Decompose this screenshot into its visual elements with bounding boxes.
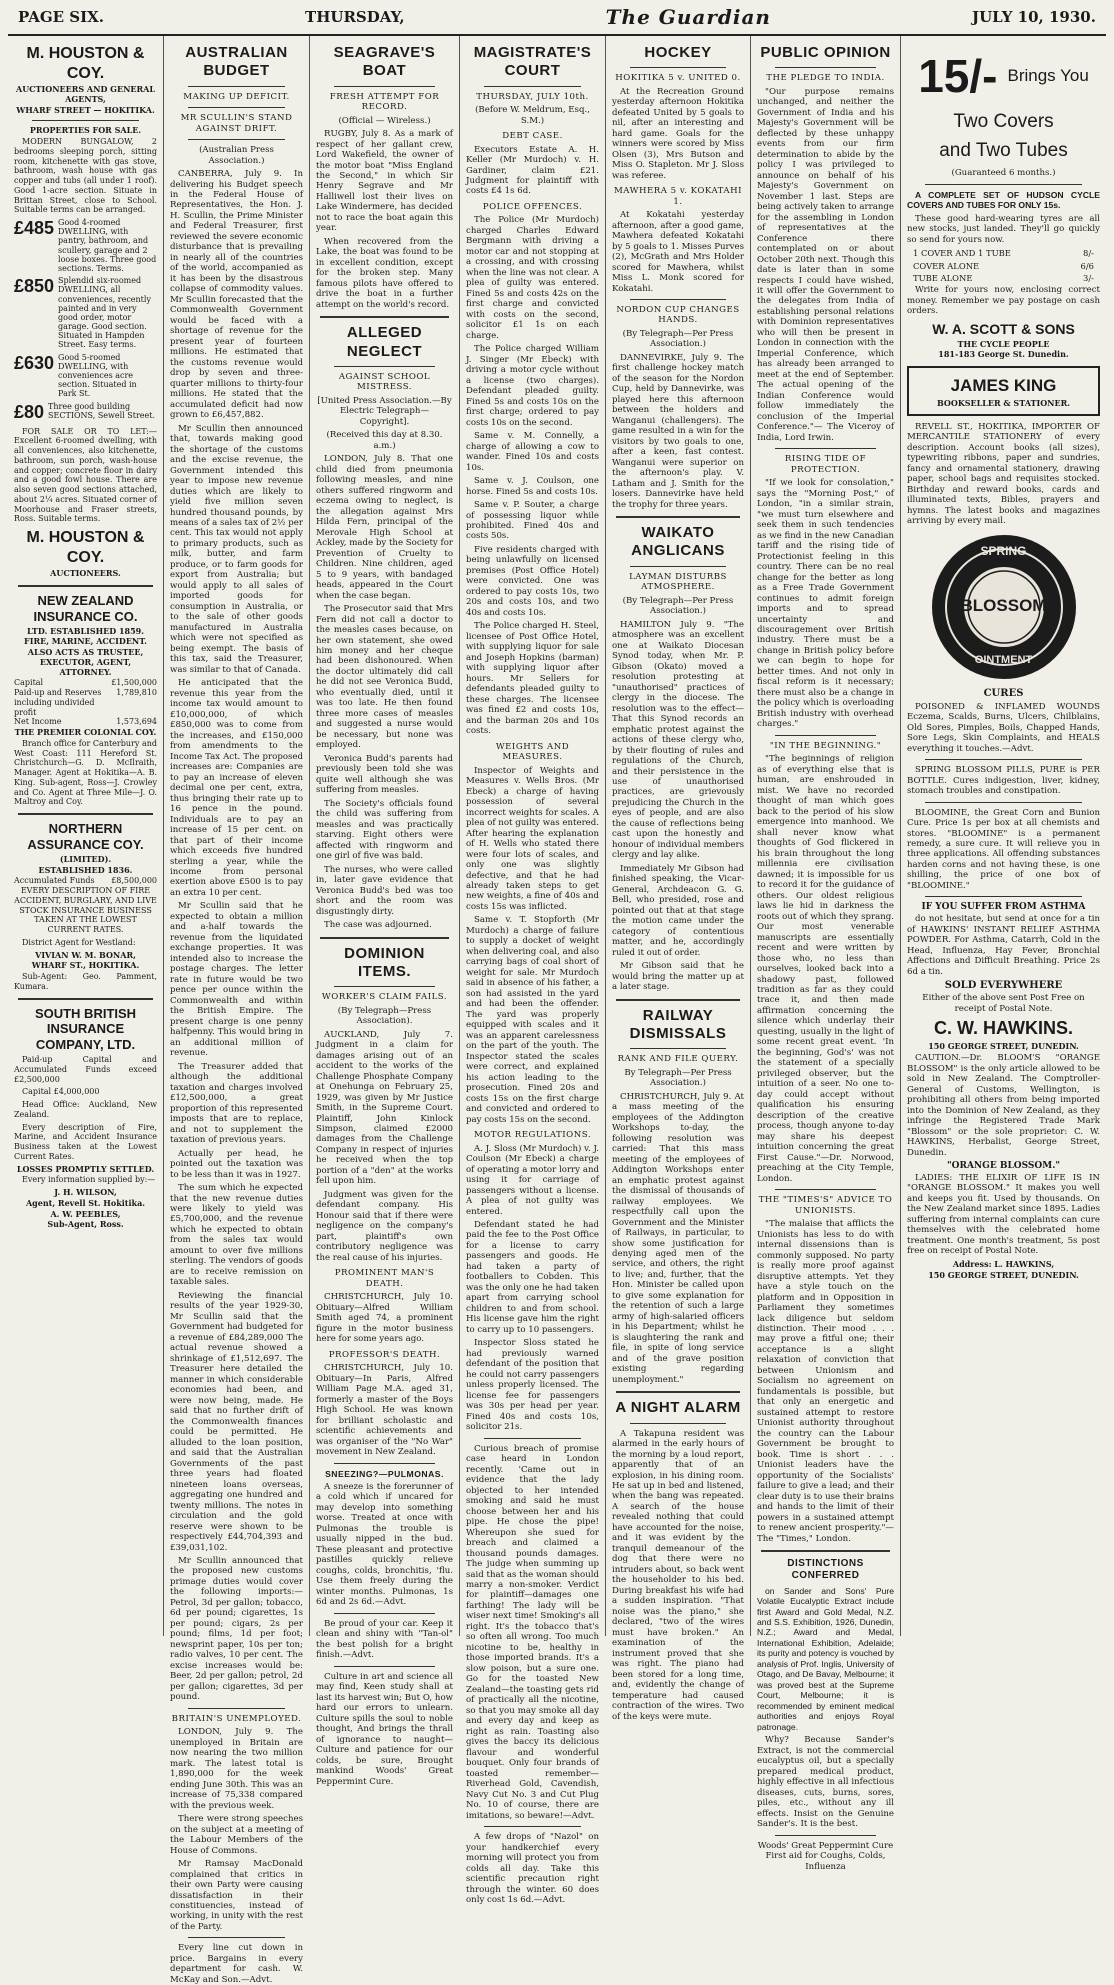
article-subhead: THE PLEDGE TO INDIA. [766,73,885,84]
advertisement: Woods' Great Peppermint Cure First aid for Coughs, Colds, Influenza [757,1840,894,1872]
houston-role: AUCTIONEERS. [50,568,121,579]
houston-address: WHARF STREET — HOKITIKA. [16,104,155,115]
article-source: (By Telegraph—Per Press Association.) [622,595,734,617]
james-king-name: JAMES KING [950,376,1057,396]
article-paragraph: The Treasurer added that although the additional taxation and charges involved £12,500,000, a great proportion of this represented imposts that are to replace, and not to supplement the taxation of previous years. [170,1061,303,1146]
article-headline: MAGISTRATE'S COURT [473,44,592,80]
masthead [8,0,1106,36]
capital-row: Net Income 1,573,694 [14,717,157,727]
article-paragraph: The Prosecutor said that Mrs Fern did not call a doctor to the measles cases because, on her own statement, she owed him money and her cheque had been dishonoured. When the doctor ultimately did call he did not see Veronica Budd, who eventually died, until it was too late. He then found three more cases of measles and suggested a nurse would be necessary, but none was employed. [316,604,453,751]
south-british-sub-addr: Sub-Agent, Ross. [47,1219,124,1230]
advertisement-heading: DISTINCTIONS CONFERRED [787,1558,864,1582]
property-listing: £485 Good 4-roomed DWELLING, with pantry, bathroom, and scullery, garage and 2 loose boxes. Three good sections. Terms. [14,218,157,273]
article-paragraph: HAMILTON July 9. "The atmosphere was an excellent one at Waikato Diocesan Synod today, when Mr. P. Gibson (Okato) moved a resolution protesting at "unauthorised" practices of clergy in the diocese. The resolution was to the effect—That this Synod records an emphatic protest against the actions of these clergy who, by their flouting of rules and regulations of the Church, and their persistence in the use of unauthorised practices, are grievously prejudicing the Church in the eyes of people, and are also the cause of reflections being cast upon the honestly and honour of individual members clergy and lay alike. [612,619,744,861]
article-source: (By Telegraph—Press Association). [337,1005,432,1027]
south-british-title: SOUTH BRITISH INSURANCE COMPANY, LTD. [34,1005,137,1053]
masthead-date: JULY 10, 1930. [971,8,1096,26]
northern-agent-label: District Agent for Westland: [22,937,136,947]
capital-row: Accumulated Funds £8,500,000 [14,876,157,886]
scott-sons-name: W. A. SCOTT & SONS [932,320,1075,337]
price-line: COVER ALONE 6/6 [913,260,1094,271]
james-king-role: BOOKSELLER & STATIONER. [936,397,1071,408]
article-headline: ALLEGED NEGLECT [346,324,423,360]
property-listing: £850 Splendid six-roomed DWELLING, all conveniences, recently painted and in very good order, motor garage. Good section. Situated in Hampden Street. Easy terms. [14,276,151,350]
article-paragraph: When recovered from the Lake, the boat was found to be in excellent condition, except for the broken step. Many famous pilots have offered to drive the boat in a further attempt on the world's record. [316,236,453,310]
seal-top-text: SPRING [980,544,1027,559]
northern-ltd: (LIMITED). [59,853,112,864]
hawkins-address: 150 GEORGE STREET, DUNEDIN. [928,1269,1079,1280]
article-paragraph: At the Recreation Ground yesterday afternoon Hokitika defeated United by 5 goals to nil, after an interesting and hard game. Goals for the winners were scored by Miss Olsen (3), Mrs Butson and Miss O. Stapleton. Mr J. Sloss was referee. [612,86,744,181]
article-headline: PUBLIC OPINION [760,44,891,61]
column-public-opinion [751,36,901,1872]
sale-or-let-listing: FOR SALE OR TO LET:—Excellent 6-roomed dwelling, with all conveniences, also kitchenette, bathroom, sun porch, wash-house and copper; concrete floor in dairy and a good fowl house. There are also seven good sections attached, about 2¼ acres. Situated corner of Moorhouse and Fraser streets, Ross. Suitable terms. [14,426,157,524]
article-paragraph: "If we look for consolation," says the "Morning Post," of London, "in a similar strain, "we must turn elsewhere and seek them in such tendencies as we find in the new Canadian tariff and the rising tide of Protectionist feeling in this country. There can be no real change for the better as long as a Free Trade Government continues to admit foreign imports and to spread uncertainty and discouragement over British industry. There must be a change in British policy before we can begin to hope for better times. And not only in fiscal reform is it necessary; there must also be a change in the policy which is overloading British industry with overhead charges." [757,478,894,730]
article-subhead: FRESH ATTEMPT FOR RECORD. [329,91,440,113]
article-subhead: RANK AND FILE QUERY. [617,1054,739,1065]
article-subhead: THURSDAY, JULY 10th. [476,91,589,102]
article-paragraph: There were strong speeches on the subject at a meeting of the Labour Members of the House of Commons. [170,1814,303,1856]
article-paragraph: The Police (Mr Murdoch) charged Charles Edward Bergmann with driving a motor car and not stopping at a crossing, and with crossing when the line was not clear. A plea of guilty was entered. Fined 5s and costs 42s on the first charge and convicted with costs on the second, solicitor £1 1s on each charge. [466,215,599,341]
article-source: [United Press Association.—By Electric Telegraph—Copyright]. [317,395,452,427]
advertisement: Be proud of your car. Keep it clean and shiny with "Tan-ol" the best polish for a bright finish.—Advt. [316,1618,453,1661]
capital-row: Paid-up and Reserves including undivided profit 1,789,810 [14,688,157,717]
article-source: (Official — Wireless.) [338,115,431,126]
article-paragraph: CANBERRA, July 9. In delivering his Budget speech in the Federal House of Representatives, the Hon. J. H. Scullin, the Prime Minister and Federal Treasurer, first reviewed the severe economic disturbance that is prevailing in nearly all of the countries of the world, accompanied as it has been by the disastrous collapse of commodity values. Mr Scullin forecasted that the Commonwealth Government would be faced with a shortage of revenue for the present year of fourteen millions. He estimated that the customs revenue would drop by seven and three-quarter millions to thirty-four millions. He stated that the accumulated deficit had now grown to £6,457,882. [170,169,303,421]
james-king-box [907,366,1100,415]
article-paragraph: Same v. J. Coulson, one horse. Fined 5s and costs 10s. [466,476,599,497]
hawkins-address-label: Address: L. HAWKINS, [952,1258,1055,1269]
asthma-heading: IF YOU SUFFER FROM ASTHMA [921,902,1086,913]
article-paragraph: The sum which he expected that the new revenue duties were likely to yield was £5,700,000, and the revenue which he expected to obtain from the sales tax would amount to over five millions sterling. The vendors of goods are to receive remission on taxable sales. [170,1183,303,1288]
article-subhead: PROFESSOR'S DEATH. [328,1349,441,1360]
article-paragraph: Actually per head, he pointed out the taxation was to be less than it was in 1927. [170,1148,303,1180]
article-paragraph: The case was adjourned. [324,920,432,931]
article-subhead: LAYMAN DISTURBS ATMOSPHERE. [629,571,727,593]
south-british-losses: LOSSES PROMPTLY SETTLED. [16,1163,155,1174]
seal-bottom-text: OINTMENT [974,654,1033,667]
article-subhead: AGAINST SCHOOL MISTRESS. [338,371,431,393]
article-paragraph: RUGBY, July 8. As a mark of respect of her gallant crew, Lord Wakefield, the owner of the motor boat "Miss England the Second," in which Sir Henry Segrave and Mr Halliwell lost their lives on Lake Windermere, has decided not to race the boat again this year. [316,129,453,234]
article-subhead: RISING TIDE OF PROTECTION. [784,454,867,475]
advertisement: LADIES: THE ELIXIR OF LIFE IS IN "ORANGE BLOSSOM." It makes you well and keeps you fit. Used by thousands. On the New Zealand market since 1895. Ladies suffering from internal complaints can cure themselves with the celebrated home treatment. One month's treatment, 5s post free on receipt of Postal Note. [907,1172,1100,1257]
nz-insurance-title: NEW ZEALAND INSURANCE CO. [33,592,138,624]
advertisement: Curious breach of promise case heard in London recently. 'Came out in evidence that the lady objected to her intended smoking and said he must choose between her and his pipe. He chose the pipe! Whereupon she sued for breach and claimed a thousand pounds damages. The judge when summing up said that as the woman should marry a non-smoker. Verdict for plaintiff—damages one farthing! The lady will be wiser next time! Smoking's all right. It's the tobacco that's so often all wrong. Too much nicotine to be, healthy in those imported brands. It's a slow poison, but a sure one. Go for the toasted New Zealand—the toasting gets rid of practically all the nicotine, so that you may smoke all day and every day and keep as right as rain. Toasting also gives the baccy its delicious flavour and wonderful bouquet. Only four brands of toasted remember—Riverhead Gold, Cavendish, Navy Cut No. 3 and Cut Plug No. 10 of course, there are imitations, so beware!—Advt. [466,1443,599,1821]
south-british-desc: Every description of Fire, Marine, and Accident Insurance Business taken at the Lowest Current Rates. [14,1122,157,1161]
property-listing: £80 Three good building SECTIONS, Sewell Street. [14,401,156,422]
hawkins-address: 150 GEORGE STREET, DUNEDIN. [928,1041,1079,1052]
article-subhead: THE "TIMES'S" ADVICE TO UNIONISTS. [758,1195,893,1216]
northern-agent: VIVIAN W. M. BONAR, [35,949,136,960]
article-subhead: BRITAIN'S UNEMPLOYED. [171,1713,302,1724]
cures-label: CURES [983,688,1024,700]
south-british-capital2: Capital £4,000,000 [22,1087,100,1097]
article-paragraph: Inspector of Weights and Measures v. Wells Bros. (Mr Ebeck) a charge of having possession of several incorrect weights for scales. A plea of not guilty was entered. After hearing the explanation of H. Wells who stated there were four lots of scales, and only one was slightly defective, and that he had already taken steps to get new weights, a fine of 40s and costs 15s was inflicted. [466,765,599,912]
article-subhead: PROMINENT MAN'S DEATH. [334,1268,435,1289]
advertisement: SPRING BLOSSOM PILLS, PURE is PER BOTTLE. Cures indigestion, liver, kidney, stomach troubles and constipation. [907,765,1100,797]
northern-agent-addr: WHARF ST., HOKITIKA. [31,960,140,971]
article-paragraph: He anticipated that the revenue this year from the income tax would amount to £10,000,000, of which £850,000 was to come from the increases, and £150,000 from amendments to the Income Tax Act. The proposed increases are: Companies are to pay an increase of eleven decimal one per cent, extra, thus bringing their rate up to 16 pence in the pound. Individuals are to pay an increase of 15 per cent. on that part of their income which exceeds five hundred sterling a year, while the income from personal exertion above £500 is to pay an extra 10 per cent. [170,678,303,898]
two-tubes: and Two Tubes [939,140,1068,162]
article-paragraph: Mr Scullin announced that the proposed new customs primage duties would cover the following imports:— Petrol, 3d per gallon; tobacco, 6d per pound; cigarettes, 1s per pound; cigars, 2s per pound; films, 1d per foot; newsprint paper, 10s per ton; radio valves, 10 per cent. The excise increases would be: Beer, 2d per gallon; petrol, 2d per gallon; cigarettes, 3d per pound. [170,1555,303,1703]
article-subhead: NORDON CUP CHANGES HANDS. [616,304,740,326]
south-british-office: Head Office: Auckland, New Zealand. [14,1100,157,1119]
article-paragraph: LONDON, July 9. The unemployed in Britain are now nearing the two million mark. The latest total is 1,890,000 for the week ending June 30th. This was an increase of 75,338 compared with the previous week. [170,1727,303,1811]
northern-assurance-title: NORTHERN ASSURANCE COY. [27,821,144,852]
article-subhead: WORKER'S CLAIM FAILS. [321,992,448,1003]
column-australian-budget [164,36,310,1985]
newspaper-title: The Guardian [605,5,771,29]
article-paragraph: Five residents charged with being unlawfully on licensed premises (Post Office Hotel) were convicted. One was ordered to pay costs 10s, two 20s and costs 10s, and two 40s and costs 10s. [466,544,599,618]
northern-est: ESTABLISHED 1836. [38,864,133,875]
price-line: TUBE ALONE 3/- [913,272,1094,283]
article-paragraph: Same v. M. Connelly, a charge of allowing a cow to wander. Fined 10s and costs 10s. [466,431,599,473]
properties-heading: PROPERTIES FOR SALE. [29,125,142,136]
article-paragraph: The Police charged H. Steel, licensee of Post Office Hotel, with supplying liquor for sale and Joseph Hopkins (barman) with supplying liquor after hours. Mr Sellers for defendants pleaded guilty to these charges. The licensee was fined £2 and costs 10s, and the barman 20s and 10s costs. [466,621,599,737]
orange-blossom-heading: "ORANGE BLOSSOM." [946,1160,1061,1171]
nz-insurance-also: ALSO ACTS AS TRUSTEE, EXECUTOR, AGENT, ATTORNEY. [27,647,144,677]
column-hockey-waikato [606,36,751,1722]
article-headline: DOMINION ITEMS. [344,944,425,980]
article-paragraph: A. J. Sloss (Mr Murdoch) v. J. Coulson (Mr Ebeck) a charge of operating a motor lorry and using it for carriage of passengers without a license. A plea of not guilty was entered. [466,1143,599,1217]
article-paragraph: "Our purpose remains unchanged, and neither the Government of India and his Majesty's Government will be deflected by these unhappy events from our firm determination to abide by the policy I was privileged to announce on behalf of his Majesty's Government on November 1 last. Steps are being actively taken to arrange for the assembling in London of representatives at the Conference there contemplated on or about October 20th next. Though this date is later than in some respects I could have wished, it will offer the Government to the delegates from India of establishing personal relations with Dominion representatives who will then be present in London in connection with the Imperial Conference, which has already been arranged to meet at the end of September. The actual opening of the Indian Conference would follow immediately the conclusion of the Imperial Conference."— The Viceroy of India, Lord Irwin. [757,86,894,443]
south-british-agent-addr: Agent, Revell St. Hokitika. [25,1197,146,1208]
capital-row: Capital £1,500,000 [14,678,157,688]
sold-everywhere: SOLD EVERYWHERE [944,980,1063,992]
article-source: (Before W. Meldrum, Esq., S.M.) [475,105,590,126]
advertisement: These good hard-wearing tyres are all new stocks, just landed. They'll go quickly so send for yours now. [907,213,1100,245]
article-paragraph: Mr Gibson said that he would bring the matter up at a later stage. [612,961,744,993]
article-headline: RAILWAY DISMISSALS [629,1006,727,1042]
article-paragraph: Reviewing the financial results of the year 1929-30, Mr Scullin said that the Government had budgeted for a revenue of £84,289,000 The actual revenue showed a shrinkage of £1,512,697. The Treasurer here detailed the manner in which considerable economies had been, and were now being, made. He said that no further drift of the Commonwealth finances could be permitted. He alluded to the loan position, and said that the Australian Governments of the past three years had floated nineteen loans overseas, aggregating one hundred and twenty millions. The notes in circulation and the gold reserve were shown to be respectively £44,704,393 and £39,031,102. [170,1290,303,1553]
northern-desc: EVERY DESCRIPTION OF FIRE ACCIDENT, BURGLARY, AND LIVE STOCK INSURANCE BUSINESS TAKEN AT THE LOWEST CURRENT RATES. [14,886,157,935]
advertisement: POISONED & INFLAMED WOUNDS Eczema, Scalds, Burns, Ulcers, Chilblains, Old Sores, Pimples, Boils, Chapped Hands, Sore Legs, Skin Complaints, and HEALS everything it touches.—Advt. [907,701,1100,754]
article-paragraph: CHRISTCHURCH, July 10. Obituary—Alfred William Smith aged 74, a prominent figure in the motor business here for some years ago. [316,1292,453,1345]
article-subhead: HOKITIKA 5 v. UNITED 0. [615,73,741,84]
advertisement: BLOOMINE, the Great Corn and Bunion Cure. Price 1s per box at all chemists and stores. "BLOOMINE" is a permanent remedy, a sure cure. It will relieve you in three applications. All offending substances harden corns and not having these, is one shilling, the price of one box of "BLOOMINE." [907,807,1100,891]
advertisement: do not hesitate, but send at once for a tin of HAWKINS' INSTANT RELIEF ASTHMA POWDER. For Asthma, Catarrh, Cold in the Head, Influenza, Hay Fever, Bronchial Affections and Difficult Breathing. Price 2s 6d a tin. [907,914,1100,977]
article-paragraph: Immediately Mr Gibson had finished speaking, the Vicar-General, Archdeacon G. G. Bell, who presided, rose and pointed out that at that stage the motion came under the category of contentious matter, and he, accordingly ruled it out of order. [612,863,744,958]
article-headline: HOCKEY [644,44,712,61]
article-subhead: POLICE OFFENCES. [482,201,583,212]
article-paragraph: Same v. T. Stopforth (Mr Murdoch) a charge of failure to supply a docket of weight when delivering coal, and also carrying bags of coal short of weight for sale. Mr Murdoch said in absence of his father, a son had assisted in the yard and had been the offender. The yard was properly equipped with scales and it was an apparent carelessness on the part of the youth. The Inspector stated the scales were correct, and explained his action leading to the prosecution. Fined 20s and costs 15s on the first charge and convicted and ordered to pay costs 15s on the second. [466,915,599,1125]
property-listing: £630 Good 5-roomed DWELLING, with conveniences acre section. Situated in Park St. [14,352,137,399]
article-headline: A NIGHT ALARM [615,1399,741,1417]
south-british-info: Every information supplied by:— [22,1175,156,1185]
article-paragraph: CHRISTCHURCH, July 9. At a mass meeting of the employees of the Addington Workshops to-day, the following resolution was carried: That this mass meeting of the employees of Addington Workshops enter an emphatic protest against the dismissal of thousands of railway employees. We respectfully call upon the Government and the Minister of Railways, in particular, to show some justification for denying aged men of the service, and others, the right to live; and, further, that the Hon. Minister be called upon to give some explanation for the retention of such a large army of high-salaried officers in his Department; whilst he is slaughtering the rank and file, in spite of long service and of the grave position existing regarding unemployment." [612,1091,744,1385]
article-headline: SEAGRAVE'S BOAT [333,44,436,80]
advertisement-heading: SNEEZING?—PULMONAS. [325,1468,444,1479]
advertisement: Why? Because Sander's Extract, is not the commercial eucalyptus oil, but a specially prepared medical product, highly effective in all infectious diseases, cuts, burns, sores, piles, etc., without any ill effects. Insist on the Genuine Sander's. It is the best. [757,1735,894,1830]
south-british-capital: Paid-up Capital and Accumulated Funds exceed £2,500,000 [14,1055,157,1084]
column-seagrave-neglect [310,36,460,1787]
article-paragraph: Judgment was given for the defendant company. His Honour said that if there were negligence on the company's part, plaintiff's own contributory negligence was the real cause of his injuries. [316,1189,453,1263]
article-paragraph: The nurses, who were called in, later gave evidence that Veronica Budd's bed was too short and the room was disgustingly dirty. [316,864,453,917]
advertisement: on Sander and Sons' Pure Volatile Eucalyptic Extract include first Award and Gold Medal, N.Z. and S.S. Exhibition, 1926, Dunedin, N.Z.; Award and Medal, International Exhibition, Adelaide; its purity and potency is vouched by analysis of Prof. Inglis, University of Otago, and De Bavay, Melbourne; it was proved best at the Supreme Court, Melbourne; it is recommended by eminent medical authorities and enjoys Royal patronage. [757,1585,894,1732]
article-subhead: WEIGHTS AND MEASURES. [495,741,570,763]
columns [8,36,1106,1985]
article-paragraph: Defendant stated he had paid the fee to the Post Office for a license to carry passengers and goods. He had taken a party of footballers to Cobden. This was the only one he had taken apart from carrying school children to and from school. His license gave him the right to carry up to 10 passengers. [466,1220,599,1335]
column-magistrates-court [460,36,606,1906]
cycle-set-offer: A COMPLETE SET OF HUDSON CYCLE COVERS AND TUBES FOR ONLY 15s. [907,189,1100,211]
seal-center-text: BLOSSOM [960,596,1047,616]
article-subhead: "IN THE BEGINNING." [769,740,882,751]
article-paragraph: Mr Ramsay MacDonald complained that critics in their own Party were causing dissatisfaction in their constituencies, instead of working, in unity with the rest of the Party. [170,1859,303,1932]
houston-firm-name: M. HOUSTON & COY. [26,529,145,566]
advertisement: A sneeze is the forerunner of a cold which if uncared for may develop into something worse. Treated at once with Pulmonas the trouble is usually nipped in the bud. These pleasant and protective pastilles quickly relieve coughs, colds, bronchitis, 'flu. Use them freely during the winter months. Pulmonas, 1s 6d and 2s 6d.—Advt. [316,1482,453,1608]
article-paragraph: Inspector Sloss stated he had previously warned defendant of the position that he could not carry passengers unless properly licensed. The license fee for passengers was 30s per head per year. Fined 40s and costs 10s, solicitor 21s. [466,1338,599,1433]
article-paragraph: AUCKLAND, July 7. Judgment in a claim for damages arising out of an accident to the works of the Challenge Phosphate Company at Onehunga on February 25, 1929, was given by Mr Justice Smith, in the Supreme Court. Plaintiff, John Kinlock Simpson, claimed £2000 damages from the Challenge Company in respect of injuries he received when the top portion of a "den" at the works fell upon him. [316,1029,453,1187]
article-source: By Telegraph—Per Press Association.) [624,1067,732,1089]
article-subhead: DEBT CASE. [502,131,563,142]
scott-sons-tagline: THE CYCLE PEOPLE [957,338,1050,349]
nz-insurance-est: LTD. ESTABLISHED 1859. [26,625,145,636]
article-paragraph: Mr Scullin then announced that, towards making good the shortage of the customs and the excise revenue, the Government intended this year to impose new revenue duties which are likely to yield five million seven hundred thousand pounds, by means of a sales tax of 2½ per cent. This tax would not apply to primary products, such as milk, butter, and farm produce, or to farm goods for export from Australia; but would apply to all sales of imported goods for consumption in Australia, or to the sale of other goods manufactured in Australia which were not specified as being exempt. The basis of this tax, said the Treasurer, was similar to that of Canada. [170,423,303,675]
advertisement: Culture in art and science all may find, Keen study shall at last its harvest win; But O, how hard our errors to unlearn. Culture spills the soul to noble thought, And brings the thrall of ignorance to naught— Culture and patience for our colds, be sure, Brought mankind Woods' Great Peppermint Cure. [316,1671,453,1787]
article-subhead: MOTOR REGULATIONS. [473,1130,592,1141]
brings-you: Brings You [1007,65,1089,85]
advertisement: Either of the above sent Post Free on receipt of Postal Note. [922,993,1085,1014]
spring-blossom-seal [929,532,1079,682]
article-paragraph: A Takapuna resident was alarmed in the early hours of the morning by a loud report, apparently that of an explosion, in his dining room. He sat up in bed and listened, when the bang was repeated. A search of the house revealed nothing that could have accounted for the noise, and it was evident by the tranquil demeanour of the dog that there were no intruders about, so back went the householder to his bed. During breakfast his wife had a sudden inspiration. "That noise was the piano," she declared, "two of the wires must have broken." An examination of the instrument proved that she was right. The piano had been stored for a long time, and, evidently the change of temperature had caused contraction of the wires. Two of the keys were mute. [612,1428,744,1722]
article-headline: AUSTRALIAN BUDGET [185,44,288,80]
article-subhead: MAKING UP DEFICIT. [183,91,290,102]
bungalow-listing: MODERN BUNGALOW, 2 bedrooms sleeping porch, sitting room, kitchenette with gas stove, bathroom, wash house with gas copper and tubs (all under 1 roof). Good 1-acre section. Situate in Brittan Street, close to School. Suitable terms can be arranged. [14,137,157,215]
article-source: (Australian Press Association.) [199,145,274,166]
price-banner [907,48,1100,104]
guarantee: (Guaranteed 6 months.) [951,168,1056,179]
houston-role: AUCTIONEERS AND GENERAL AGENTS, [16,84,155,104]
hawkins-name: C. W. HAWKINS. [934,1018,1073,1039]
article-subhead: MR SCULLIN'S STAND AGAINST DRIFT. [180,113,293,134]
article-paragraph: "The beginnings of religion as of everything else that is human, are enshrouded in mist. We have no recorded thought of man which goes back to the period of his slow emergence into manhood. We shall never know what thoughts of God flickered in his brain throughout the long millennia ere civilisation dawned; it is impossible for us to record it for the guidance of others. Our oldest religious laws lie hid in darkness the roots out of which they sprang. Our most venerable manuscripts are essentially recent and were written by those who, no less than ourselves, looked back into a shadowy past, followed tradition as far as they could trace it, and then made affirmation concerning the silence which underlay their questing, usually in the light of some recent great event. 'In the beginning, God's' was not the statement of a specially privileged observer, but the intuition of a seer. No one to-day could accept without qualification his ensuring description of the creative process, though anyone to-day may share his deepest intuition concerning the great First Cause."—Dr. Norwood, preaching at the City Temple, London. [757,754,894,1184]
houston-firm-name: M. HOUSTON & COY. [26,45,145,82]
article-source: (By Telegraph—Per Press Association.) [622,328,734,350]
price-headline: 15/- [918,50,998,102]
column-advertisements-houston [8,36,164,1636]
masthead-day: THURSDAY, [305,8,405,26]
advertisement: REVELL ST., HOKITIKA, IMPORTER OF MERCANTILE STATIONERY of every description. Account books (all sizes), typewriting ribbons, paper and sundries, fancy and ornamental stationery, drawing paper, school bags and requisites stocked. Birthday and reward books, cards and illuminated texts, Bibles, prayers and hymns. The latest books and magazines arriving by every mail. [907,421,1100,526]
branch-office: Branch office for Canterbury and West Coast: 111 Hereford St. Christchurch—G. D. McIlraith, Manager. Agent at Hokitika—A. B. King. Sub-agent, Ross—J. Crowley and Co. Agent at Three Mile—J. O. Maltroy and Coy. [14,738,157,807]
northern-sub-agent: Sub-Agent: Geo. Pamment, Kumara. [14,972,157,991]
article-received: (Received this day at 8.30. a.m.) [326,430,443,451]
south-british-agent: J. H. WILSON, [54,1187,117,1198]
nz-insurance-lines: FIRE, MARINE, ACCIDENT. [24,636,147,647]
article-paragraph: At Kokatahi yesterday afternoon, after a good game, Mawhera defeated Kokatahi by 5 goals to 1. Misses Purves (2), McGrath and Mrs Holder scored for Mawhera, whilst Miss L. Monk scored for Kokatahi. [612,210,744,294]
article-paragraph: Veronica Budd's parents had previously been told she was quite well although she was suffering from measles. [316,753,453,796]
article-paragraph: The Society's officials found the child was suffering from measles and was practically starving. Eight others were affected with ringworm and one girl of five was bald. [316,798,453,862]
article-paragraph: LONDON, July 8. That one child died from pneumonia following measles, and nine others suffered ringworm and eczema owing to neglect, is the allegation against Mrs Hilda Fern, principal of the Merovale High School at Ackley, made by the Society for Prevention of Cruelty to Children. Nine children, aged 5 to 9 years, with bandaged heads, appeared in the Court when the case began. [316,454,453,601]
premier-colonial: THE PREMIER COLONIAL COY. [14,727,157,738]
article-paragraph: Same v. P. Souter, a charge of possessing liquor while prohibited. Fined 40s and costs 50s. [466,500,599,542]
price-line: 1 COVER AND 1 TUBE 8/- [913,248,1094,259]
two-covers: Two Covers [953,111,1054,133]
advertisement: CAUTION.—Dr. BLOOM'S "ORANGE BLOSSOM" is the only article allowed to be sold in New Zealand. The Comptroller-General of Customs, Wellington, is prohibiting all others from being imported into the Dominion of New Zealand, as they infringe the Registered Trade Mark "Blossom" or the sole proprietor: C. W. HAWKINS, Herbalist, George Street, Dunedin. [907,1053,1100,1158]
advertisement: A few drops of "Nazol" on your handkerchief every morning will protect you from colds all day. Take this scientific precaution right through the winter. 60 does only cost 1s 6d.—Advt. [466,1832,599,1906]
article-paragraph: "The malaise that afflicts the Unionists has less to do with internal dissensions than is commonly supposed. No party is really more proof against disruptive attempts. Yet they have a style touch on the platform and in Opposition in Parliament they sometimes lack diligence but seldom distinction. Their mood . . . may prove a fitful one; their acceptance is a slight relaxation of conviction that between Unionism and Socialism no agreement on fundamentals is possible, but that only an energetic and sustained attempt to restore Unionist authority throughout the country can the Labour Government be brought to book. Time is short . . . Unionist leaders have the opportunity of the Socialists' failure to give a lead; and their clear duty is to use their brains and hands to the limit of their powers in a sustained attempt to renew ancient prosperity."—The "Times," London. [757,1219,894,1544]
page-number: PAGE SIX. [18,8,105,26]
article-paragraph: DANNEVIRKE, July 9. The first challenge hockey match of the season for the Nordon Cup, held by Dannevirke, was played here this afternoon between the holders and Wanganui (challengers). The game resulted in a win for the visitors by two goals to one, after a keen, fast contest. Wanganui were superior on the afternoon's play. V. Latham and J. Smith for the losers. Dannevirke have held the trophy for three years. [612,352,744,510]
column-advertisements-right [901,36,1106,1636]
article-paragraph: The Police charged William J. Singer (Mr Ebeck) with driving a motor cycle without a license (two charges). Defendant pleaded guilty. Fined 5s and costs 10s on the first charge; ordered to pay costs 10s on the second. [466,344,599,428]
article-paragraph: Mr Scullin said that he expected to obtain a million and a-half towards the revenue from the liquidated exchange properties. It was intended also to increase the postage charges. The letter rate in future would be two pence per ounce within the Commonwealth and within the British Empire. The present charge is one penny halfpenny. This would bring in an additional million of revenue. [170,901,303,1059]
article-paragraph: Executors Estate A. H. Keller (Mr Murdoch) v. H. Gardiner, claim £21. Judgment for plaintiff with costs £4 1s 6d. [466,144,599,197]
advertisement: Write for yours now, enclosing correct money. Remember we pay postage on cash orders. [907,285,1100,317]
article-paragraph: CHRISTCHURCH, July 10. Obituary—In Paris, Alfred William Page M.A. aged 31, formerly a master of the Boys High School. He was known for brilliant scholastic and scientific achievements and was organiser of the "No War" movement in New Zealand. [316,1363,453,1458]
south-british-sub: A. W. PEEBLES, [50,1208,121,1219]
advertisement: Every line cut down in price. Bargains in every department for cash. W. McKay and Son.—Advt. [170,1943,303,1985]
article-headline: WAIKATO ANGLICANS [631,524,725,560]
article-subhead: MAWHERA 5 v. KOKATAHI 1. [613,186,743,207]
scott-sons-address: 181-183 George St. Dunedin. [938,349,1069,360]
